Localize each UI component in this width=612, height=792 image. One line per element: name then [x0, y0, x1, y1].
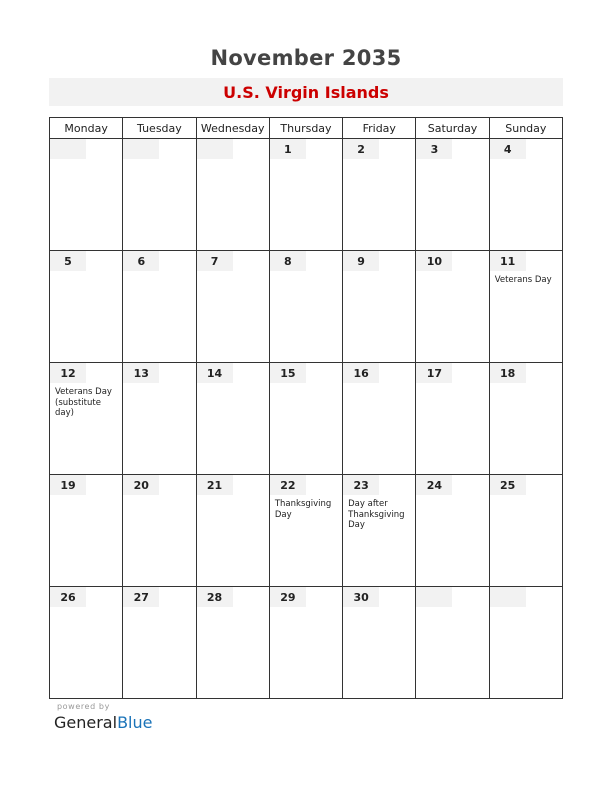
day-number: 1 [270, 139, 306, 159]
day-number: 18 [490, 363, 526, 383]
day-cell [343, 475, 416, 587]
holiday-label: Day after Thanksgiving Day [348, 499, 405, 530]
day-number: 22 [270, 475, 306, 495]
logo-general-text: General [54, 713, 118, 732]
day-cell [343, 363, 416, 475]
day-number: 19 [50, 475, 86, 495]
day-cell [269, 363, 342, 475]
calendar-grid [49, 117, 563, 699]
day-cell [416, 475, 489, 587]
week-row [50, 251, 563, 363]
day-cell [50, 363, 123, 475]
day-number [50, 139, 86, 159]
holiday-label: Veterans Day [494, 275, 552, 285]
powered-by-text: powered by [57, 702, 110, 711]
day-number: 26 [50, 587, 86, 607]
day-cell [196, 139, 269, 251]
region-bar [49, 78, 563, 106]
day-number: 8 [270, 251, 306, 271]
day-number: 6 [123, 251, 159, 271]
day-cell [196, 587, 269, 699]
day-cell [123, 363, 196, 475]
day-number: 4 [490, 139, 526, 159]
day-number [123, 139, 159, 159]
weekday-header-row [50, 118, 563, 139]
weekday-header-friday: Friday [343, 118, 416, 139]
day-number: 7 [197, 251, 233, 271]
day-cell [343, 251, 416, 363]
month-title: November 2035 [210, 46, 402, 70]
day-cell [50, 475, 123, 587]
region-title: U.S. Virgin Islands [223, 83, 389, 102]
day-number [197, 139, 233, 159]
day-number [490, 587, 526, 607]
weekday-header-wednesday: Wednesday [196, 118, 269, 139]
day-cell [196, 251, 269, 363]
day-cell [489, 475, 562, 587]
day-cell [416, 363, 489, 475]
day-cell [269, 475, 342, 587]
logo-blue-text: Blue [117, 713, 153, 732]
week-row [50, 475, 563, 587]
weekday-header-tuesday: Tuesday [123, 118, 196, 139]
day-cell [50, 139, 123, 251]
day-cell [123, 139, 196, 251]
weekday-header-sunday: Sunday [489, 118, 562, 139]
day-cell [50, 251, 123, 363]
day-cell [123, 251, 196, 363]
day-cell [50, 587, 123, 699]
day-cell [343, 139, 416, 251]
holiday-label: Veterans Day (substitute day) [55, 387, 112, 418]
day-number: 10 [416, 251, 452, 271]
day-cell [196, 363, 269, 475]
day-number: 17 [416, 363, 452, 383]
day-number: 15 [270, 363, 306, 383]
day-number: 14 [197, 363, 233, 383]
day-number: 3 [416, 139, 452, 159]
day-number: 21 [197, 475, 233, 495]
day-number: 13 [123, 363, 159, 383]
day-number: 25 [490, 475, 526, 495]
day-cell [489, 587, 562, 699]
day-number: 9 [343, 251, 379, 271]
day-number: 2 [343, 139, 379, 159]
week-row [50, 587, 563, 699]
day-number: 27 [123, 587, 159, 607]
day-number: 24 [416, 475, 452, 495]
day-cell [416, 139, 489, 251]
day-cell [343, 587, 416, 699]
day-number: 30 [343, 587, 379, 607]
day-cell [123, 587, 196, 699]
holiday-label: Thanksgiving Day [274, 499, 332, 520]
calendar-body [50, 139, 563, 699]
day-cell [416, 251, 489, 363]
day-cell [489, 139, 562, 251]
day-cell [269, 587, 342, 699]
day-number: 5 [50, 251, 86, 271]
day-number: 23 [343, 475, 379, 495]
week-row [50, 139, 563, 251]
day-number: 16 [343, 363, 379, 383]
day-number: 29 [270, 587, 306, 607]
day-number: 12 [50, 363, 86, 383]
day-cell [416, 587, 489, 699]
day-number: 11 [490, 251, 526, 271]
day-cell [489, 363, 562, 475]
day-cell [123, 475, 196, 587]
day-cell [489, 251, 562, 363]
week-row [50, 363, 563, 475]
weekday-header-monday: Monday [50, 118, 123, 139]
day-number [416, 587, 452, 607]
generalblue-logo [54, 713, 152, 732]
weekday-header-thursday: Thursday [269, 118, 342, 139]
day-cell [269, 251, 342, 363]
day-cell [196, 475, 269, 587]
weekday-header-saturday: Saturday [416, 118, 489, 139]
day-number: 20 [123, 475, 159, 495]
day-cell [269, 139, 342, 251]
day-number: 28 [197, 587, 233, 607]
